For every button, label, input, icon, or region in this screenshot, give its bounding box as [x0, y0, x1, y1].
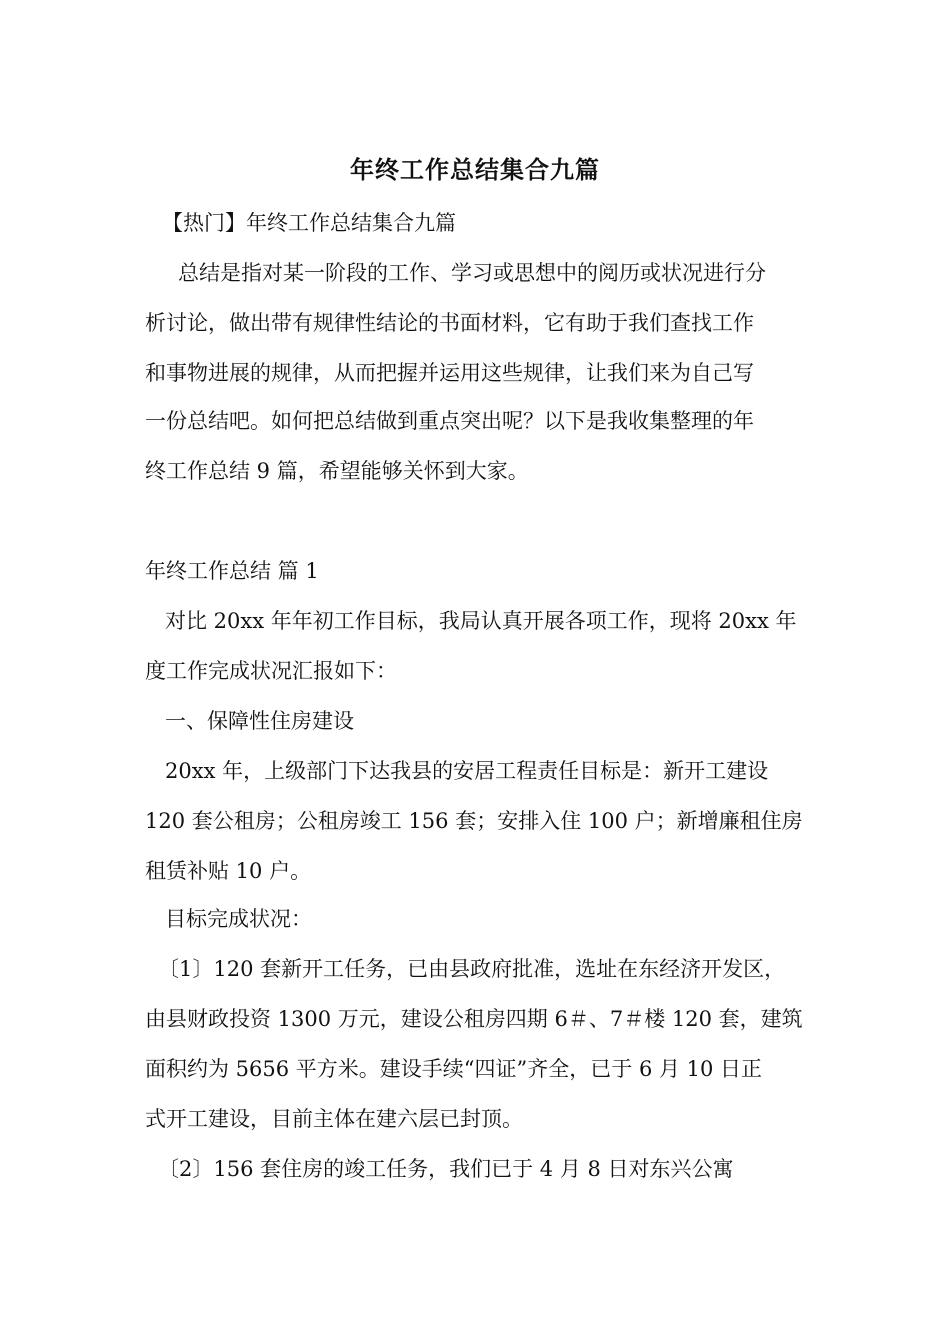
body-line: 面积约为 5656 平方米。建设手续“四证”齐全，已于 6 月 10 日正 [145, 1057, 763, 1081]
body-line: 〔1〕120 套新开工任务，已由县政府批准，选址在东经济开发区， [158, 957, 786, 981]
body-line: 度工作完成状况汇报如下： [145, 659, 397, 683]
intro-line: 一份总结吧。如何把总结做到重点突出呢？以下是我收集整理的年 [145, 409, 754, 433]
body-line: 对比 20xx 年年初工作目标，我局认真开展各项工作，现将 20xx 年 [165, 609, 797, 633]
body-line: 120 套公租房；公租房竣工 156 套；安排入住 100 户；新增廉租住房 [145, 809, 803, 833]
body-line: 20xx 年，上级部门下达我县的安居工程责任目标是：新开工建设 [165, 759, 769, 783]
intro-line: 终工作总结 9 篇，希望能够关怀到大家。 [145, 459, 529, 483]
body-line: 〔2〕156 套住房的竣工任务，我们已于 4 月 8 日对东兴公寓 [158, 1157, 734, 1181]
body-line: 由县财政投资 1300 万元，建设公租房四期 6＃、7＃楼 120 套，建筑 [145, 1007, 803, 1031]
intro-line: 析讨论，做出带有规律性结论的书面材料，它有助于我们查找工作 [145, 311, 754, 335]
section-heading: 年终工作总结 篇 1 [145, 559, 319, 583]
intro-line: 总结是指对某一阶段的工作、学习或思想中的阅历或状况进行分 [178, 261, 766, 285]
document-title: 年终工作总结集合九篇 [350, 156, 600, 184]
intro-line: 和事物进展的规律，从而把握并运用这些规律，让我们来为自己写 [145, 361, 754, 385]
document-subtitle: 【热门】年终工作总结集合九篇 [162, 211, 456, 235]
body-line: 式开工建设，目前主体在建六层已封顶。 [145, 1107, 523, 1131]
body-heading: 一、保障性住房建设 [165, 709, 354, 733]
body-line: 目标完成状况： [165, 907, 312, 931]
body-line: 租赁补贴 10 户。 [145, 859, 312, 883]
